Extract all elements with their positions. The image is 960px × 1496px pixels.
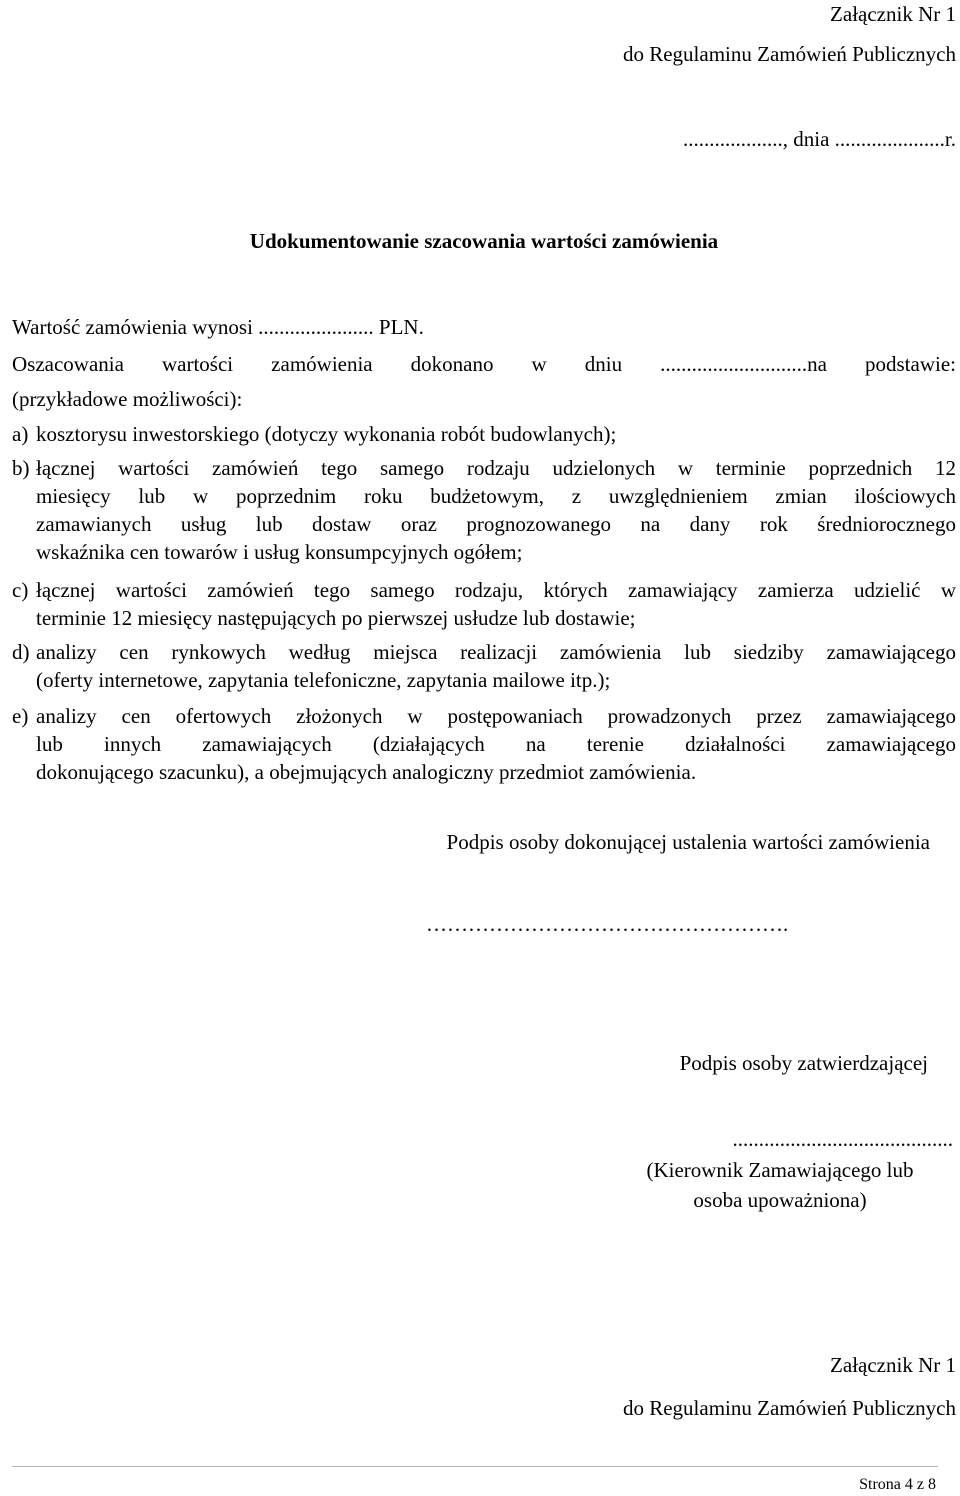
estimation-date-line xyxy=(12,352,956,380)
regulation-label: do Regulaminu Zamówień Publicznych xyxy=(622,42,956,66)
list-item-text: terminie 12 miesięcy następujących po pierwszej usłudze lub dostawie; xyxy=(36,606,636,630)
list-item-text: (oferty internetowe, zapytania telefoniczne, zapytania mailowe itp.); xyxy=(36,668,611,692)
estimation-date-text: Oszacowania wartości zamówienia dokonano w dniu ............................na podstawie: xyxy=(12,352,956,376)
list-item-text: kosztorysu inwestorskiego (dotyczy wykonania robót budowlanych); xyxy=(36,422,617,446)
list-item-text: miesięcy lub w poprzednim roku budżetowym, z uwzględnieniem zmian ilościowych xyxy=(36,484,956,508)
place-date-line: ..................., dnia .....................r. xyxy=(683,127,956,151)
list-item-text: dokonującego szacunku), a obejmujących analogiczny przedmiot zamówienia. xyxy=(36,760,697,784)
list-item-text: zamawianych usług lub dostaw oraz prognozowanego na dany rok średniorocznego xyxy=(36,512,956,536)
estimator-signature-label: Podpis osoby dokonującej ustalenia wartości zamówienia xyxy=(446,830,930,854)
list-item-label: c) xyxy=(12,578,29,602)
page-number: Strona 4 z 8 xyxy=(859,1476,936,1493)
list-item-label: a) xyxy=(12,422,29,446)
list-item-text: analizy cen rynkowych według miejsca realizacji zamówienia lub siedziby zamawiającego xyxy=(36,640,956,664)
regulation-label-repeat: do Regulaminu Zamówień Publicznych xyxy=(622,1396,956,1420)
approver-role-line-2: osoba upoważniona) xyxy=(693,1188,867,1212)
list-item-text: łącznej wartości zamówień tego samego rodzaju, których zamawiający zamierza udzielić w xyxy=(36,578,956,602)
annex-label: Załącznik Nr 1 xyxy=(830,2,956,26)
list-item-text: lub innych zamawiających (działających na terenie działalności zamawiającego xyxy=(36,732,956,756)
approver-role-line-1: (Kierownik Zamawiającego lub xyxy=(646,1158,914,1182)
list-item-text: łącznej wartości zamówień tego samego rodzaju udzielonych w terminie poprzednich 12 xyxy=(36,456,956,480)
footer-divider xyxy=(12,1466,938,1467)
examples-label: (przykładowe możliwości): xyxy=(12,387,243,411)
list-item-label: d) xyxy=(12,640,30,664)
order-value-line: Wartość zamówienia wynosi ...................... PLN. xyxy=(12,315,424,339)
approver-signature-label: Podpis osoby zatwierdzającej xyxy=(679,1051,928,1075)
estimator-signature-line: ……………………………………………. xyxy=(426,912,789,936)
list-item-text: analizy cen ofertowych złożonych w postępowaniach prowadzonych przez zamawiającego xyxy=(36,704,956,728)
list-item-text: wskaźnika cen towarów i usług konsumpcyjnych ogółem; xyxy=(36,540,523,564)
list-item-label: e) xyxy=(12,704,29,728)
document-title: Udokumentowanie szacowania wartości zamówienia xyxy=(249,229,719,253)
annex-label-repeat: Załącznik Nr 1 xyxy=(830,1353,956,1377)
approver-signature-line: .......................................... xyxy=(732,1127,953,1151)
list-item-label: b) xyxy=(12,456,30,480)
